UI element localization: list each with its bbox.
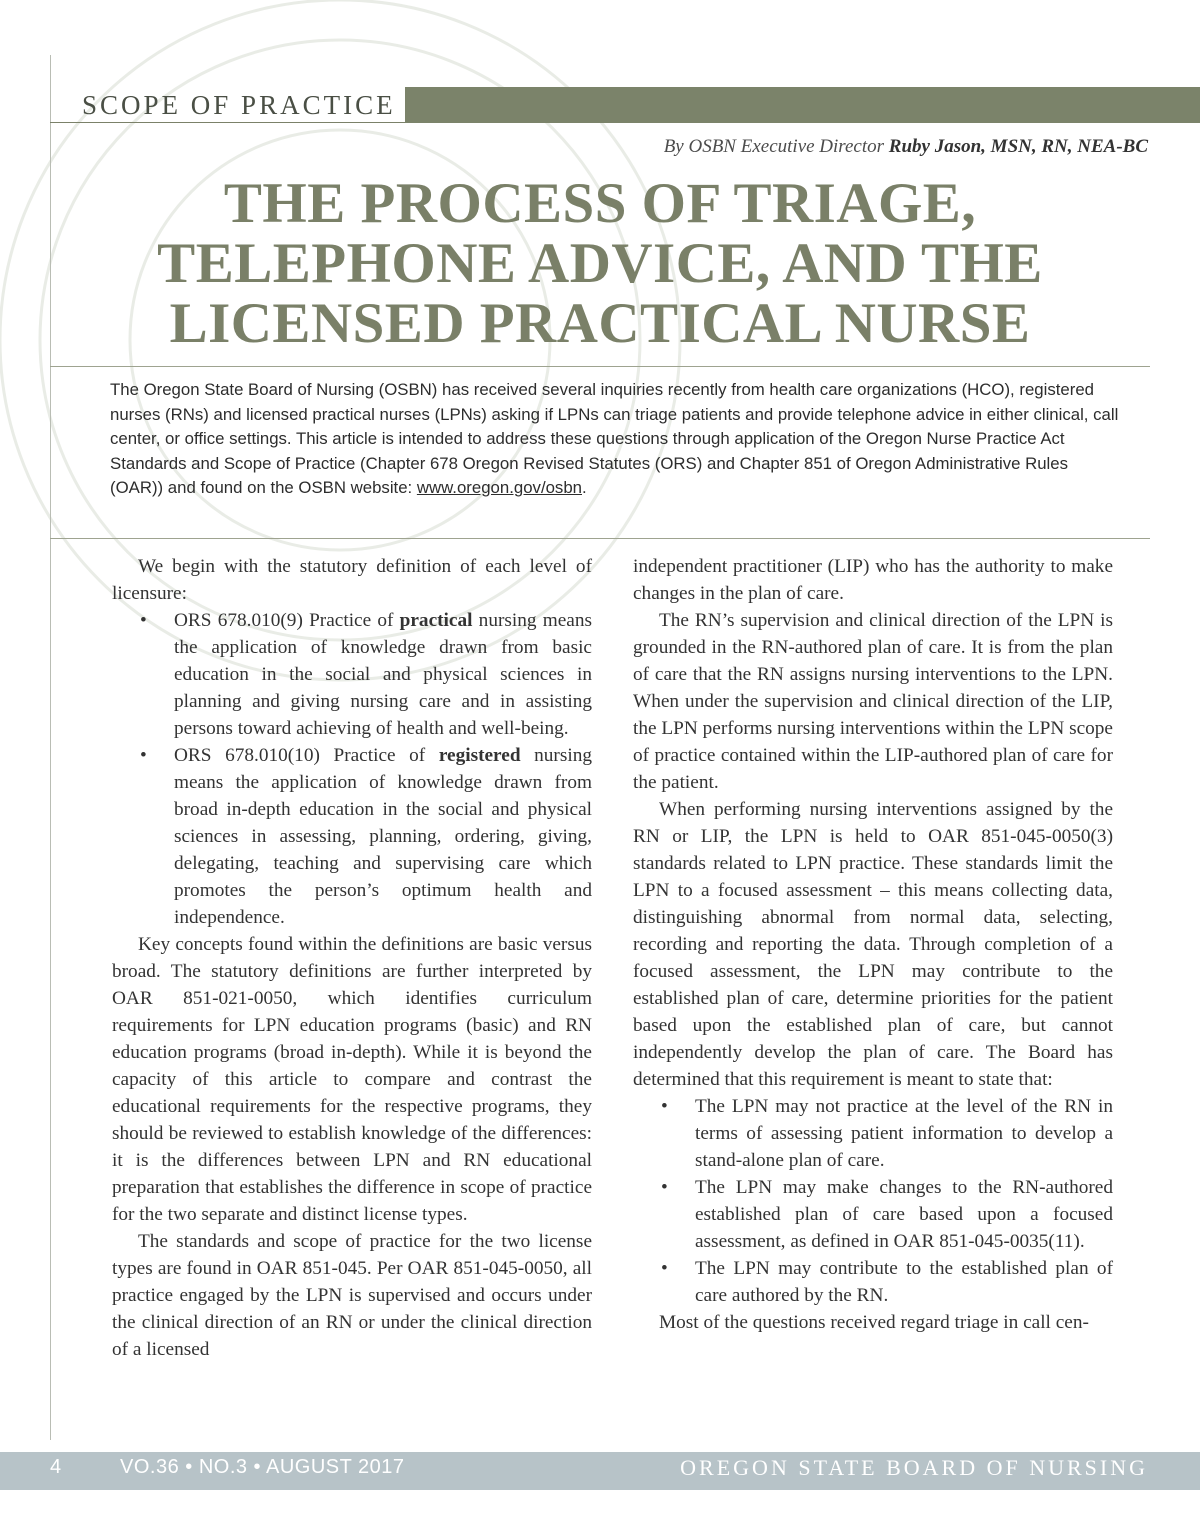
byline-prefix: By OSBN Executive Director <box>663 136 889 157</box>
intro-text: The Oregon State Board of Nursing (OSBN) has received several inquiries recently from health care organizations (HCO), registered nurses (RNs) and licensed practical nurses (LPNs) asking if LPNs can triage patients and provide telephone advice in either clinical, call center, or office settings. This article is intended to address these questions through application of the Oregon Nurse Practice Act Standards and Scope of Practice (Chapter 678 Oregon Revised Statutes (ORS) and Chapter 851 of Oregon Administrative Rules (OAR)) and found on the OSBN website: <box>110 380 1119 497</box>
right-paragraph-1: independent practitioner (LIP) who has the authority to make changes in the plan of care. <box>633 556 1113 604</box>
bullet-text: nursing means the application of knowledge drawn from basic education in the social and physical sciences in planning and giving nursing care and in assisting persons toward achieving of health and well-being. <box>174 610 592 739</box>
bullet-dot-icon: • <box>661 1258 668 1279</box>
intro-bottom-rule <box>50 538 1150 539</box>
bullet-text: The LPN may make changes to the RN-authored established plan of care based upon a focused assessment, as defined in OAR 851-045-0035(11). <box>695 1177 1113 1252</box>
list-item <box>112 607 592 742</box>
byline <box>664 136 1148 158</box>
right-paragraph-3: When performing nursing interventions assigned by the RN or LIP, the LPN is held to OAR 851-045-0050(3) standards related to LPN practice. These standards limit the LPN to a focused assessment – this means collecting data, distinguishing abnormal from normal data, selecting, recording and reporting the data. Through completion of a focused assessment, the LPN may contribute to the established plan of care, determine priorities for the patient based upon the established plan of care, but cannot independently develop the plan of care. The Board has determined that this requirement is meant to state that: <box>633 799 1113 1090</box>
bullet-dot-icon: • <box>661 1096 668 1117</box>
title-line-3: LICENSED PRACTICAL NURSE <box>169 292 1031 355</box>
intro-top-rule <box>50 366 1150 367</box>
right-paragraph-4: Most of the questions received regard triage in call cen- <box>659 1312 1089 1333</box>
title-line-1: THE PROCESS OF TRIAGE, <box>223 172 977 235</box>
article-title <box>60 174 1140 354</box>
bullet-bold-term: practical <box>399 610 473 631</box>
left-paragraph-2: Key concepts found within the definitions are basic versus broad. The statutory definitions are further interpreted by OAR 851-021-0050, which identifies curriculum requirements for LPN education programs (basic) and RN education programs (broad in-depth). While it is beyond the capacity of this article to compare and contrast the educational requirements for the respective programs, they should be reviewed to establish knowledge of the differences: it is the differences between LPN and RN educational preparation that establishes the difference in scope of practice for the two separate and distinct license types. <box>112 934 592 1225</box>
definitions-list <box>112 607 592 931</box>
bullet-text: The LPN may not practice at the level of the RN in terms of assessing patient information to develop a stand-alone plan of care. <box>695 1096 1113 1171</box>
list-item <box>633 1093 1113 1174</box>
bullet-text: The LPN may contribute to the established plan of care authored by the RN. <box>695 1258 1113 1306</box>
bullet-dot-icon: • <box>661 1177 668 1198</box>
page-number: 4 <box>50 1456 62 1478</box>
left-column <box>112 553 592 1363</box>
section-color-bar <box>405 87 1200 123</box>
list-item <box>112 742 592 931</box>
bullet-text: ORS 678.010(9) Practice of <box>174 610 400 631</box>
publisher-name: OREGON STATE BOARD OF NURSING <box>680 1455 1148 1480</box>
right-column <box>633 553 1113 1336</box>
list-item <box>633 1255 1113 1309</box>
section-label: SCOPE OF PRACTICE <box>82 90 396 120</box>
intro-paragraph <box>110 378 1120 501</box>
bullet-text: nursing means the application of knowledge drawn from broad in-depth education in the social and physical sciences in assessing, planning, ordering, giving, delegating, teaching and supervising care which promotes the person’s optimum health and independence. <box>174 745 592 928</box>
section-underline <box>50 122 405 123</box>
osbn-website-link[interactable]: www.oregon.gov/osbn <box>416 478 582 497</box>
bullet-dot-icon: • <box>140 745 147 766</box>
right-paragraph-2: The RN’s supervision and clinical direction of the LPN is grounded in the RN-authored plan of care. It is from the plan of care that the RN assigns nursing interventions to the LPN. When under the supervision and clinical direction of the LIP, the LPN performs nursing interventions within the LPN scope of practice contained within the LIP-authored plan of care for the patient. <box>633 610 1113 793</box>
left-margin-rule <box>50 55 51 1440</box>
bullet-text: ORS 678.010(10) Practice of <box>174 745 439 766</box>
left-paragraph-1: We begin with the statutory definition of each level of licensure: <box>112 556 592 604</box>
bullet-dot-icon: • <box>140 610 147 631</box>
intro-end: . <box>582 478 587 497</box>
issue-info: VO.36 • NO.3 • AUGUST 2017 <box>120 1456 405 1478</box>
left-paragraph-3: The standards and scope of practice for the two license types are found in OAR 851-045. Per OAR 851-045-0050, all practice engaged by the LPN is supervised and occurs under the clinical direction of an RN or under the clinical direction of a licensed <box>112 1231 592 1360</box>
title-line-2: TELEPHONE ADVICE, AND THE <box>157 232 1043 295</box>
byline-author: Ruby Jason, MSN, RN, NEA-BC <box>888 136 1148 157</box>
requirements-list <box>633 1093 1113 1309</box>
list-item <box>633 1174 1113 1255</box>
bullet-bold-term: registered <box>438 745 521 766</box>
